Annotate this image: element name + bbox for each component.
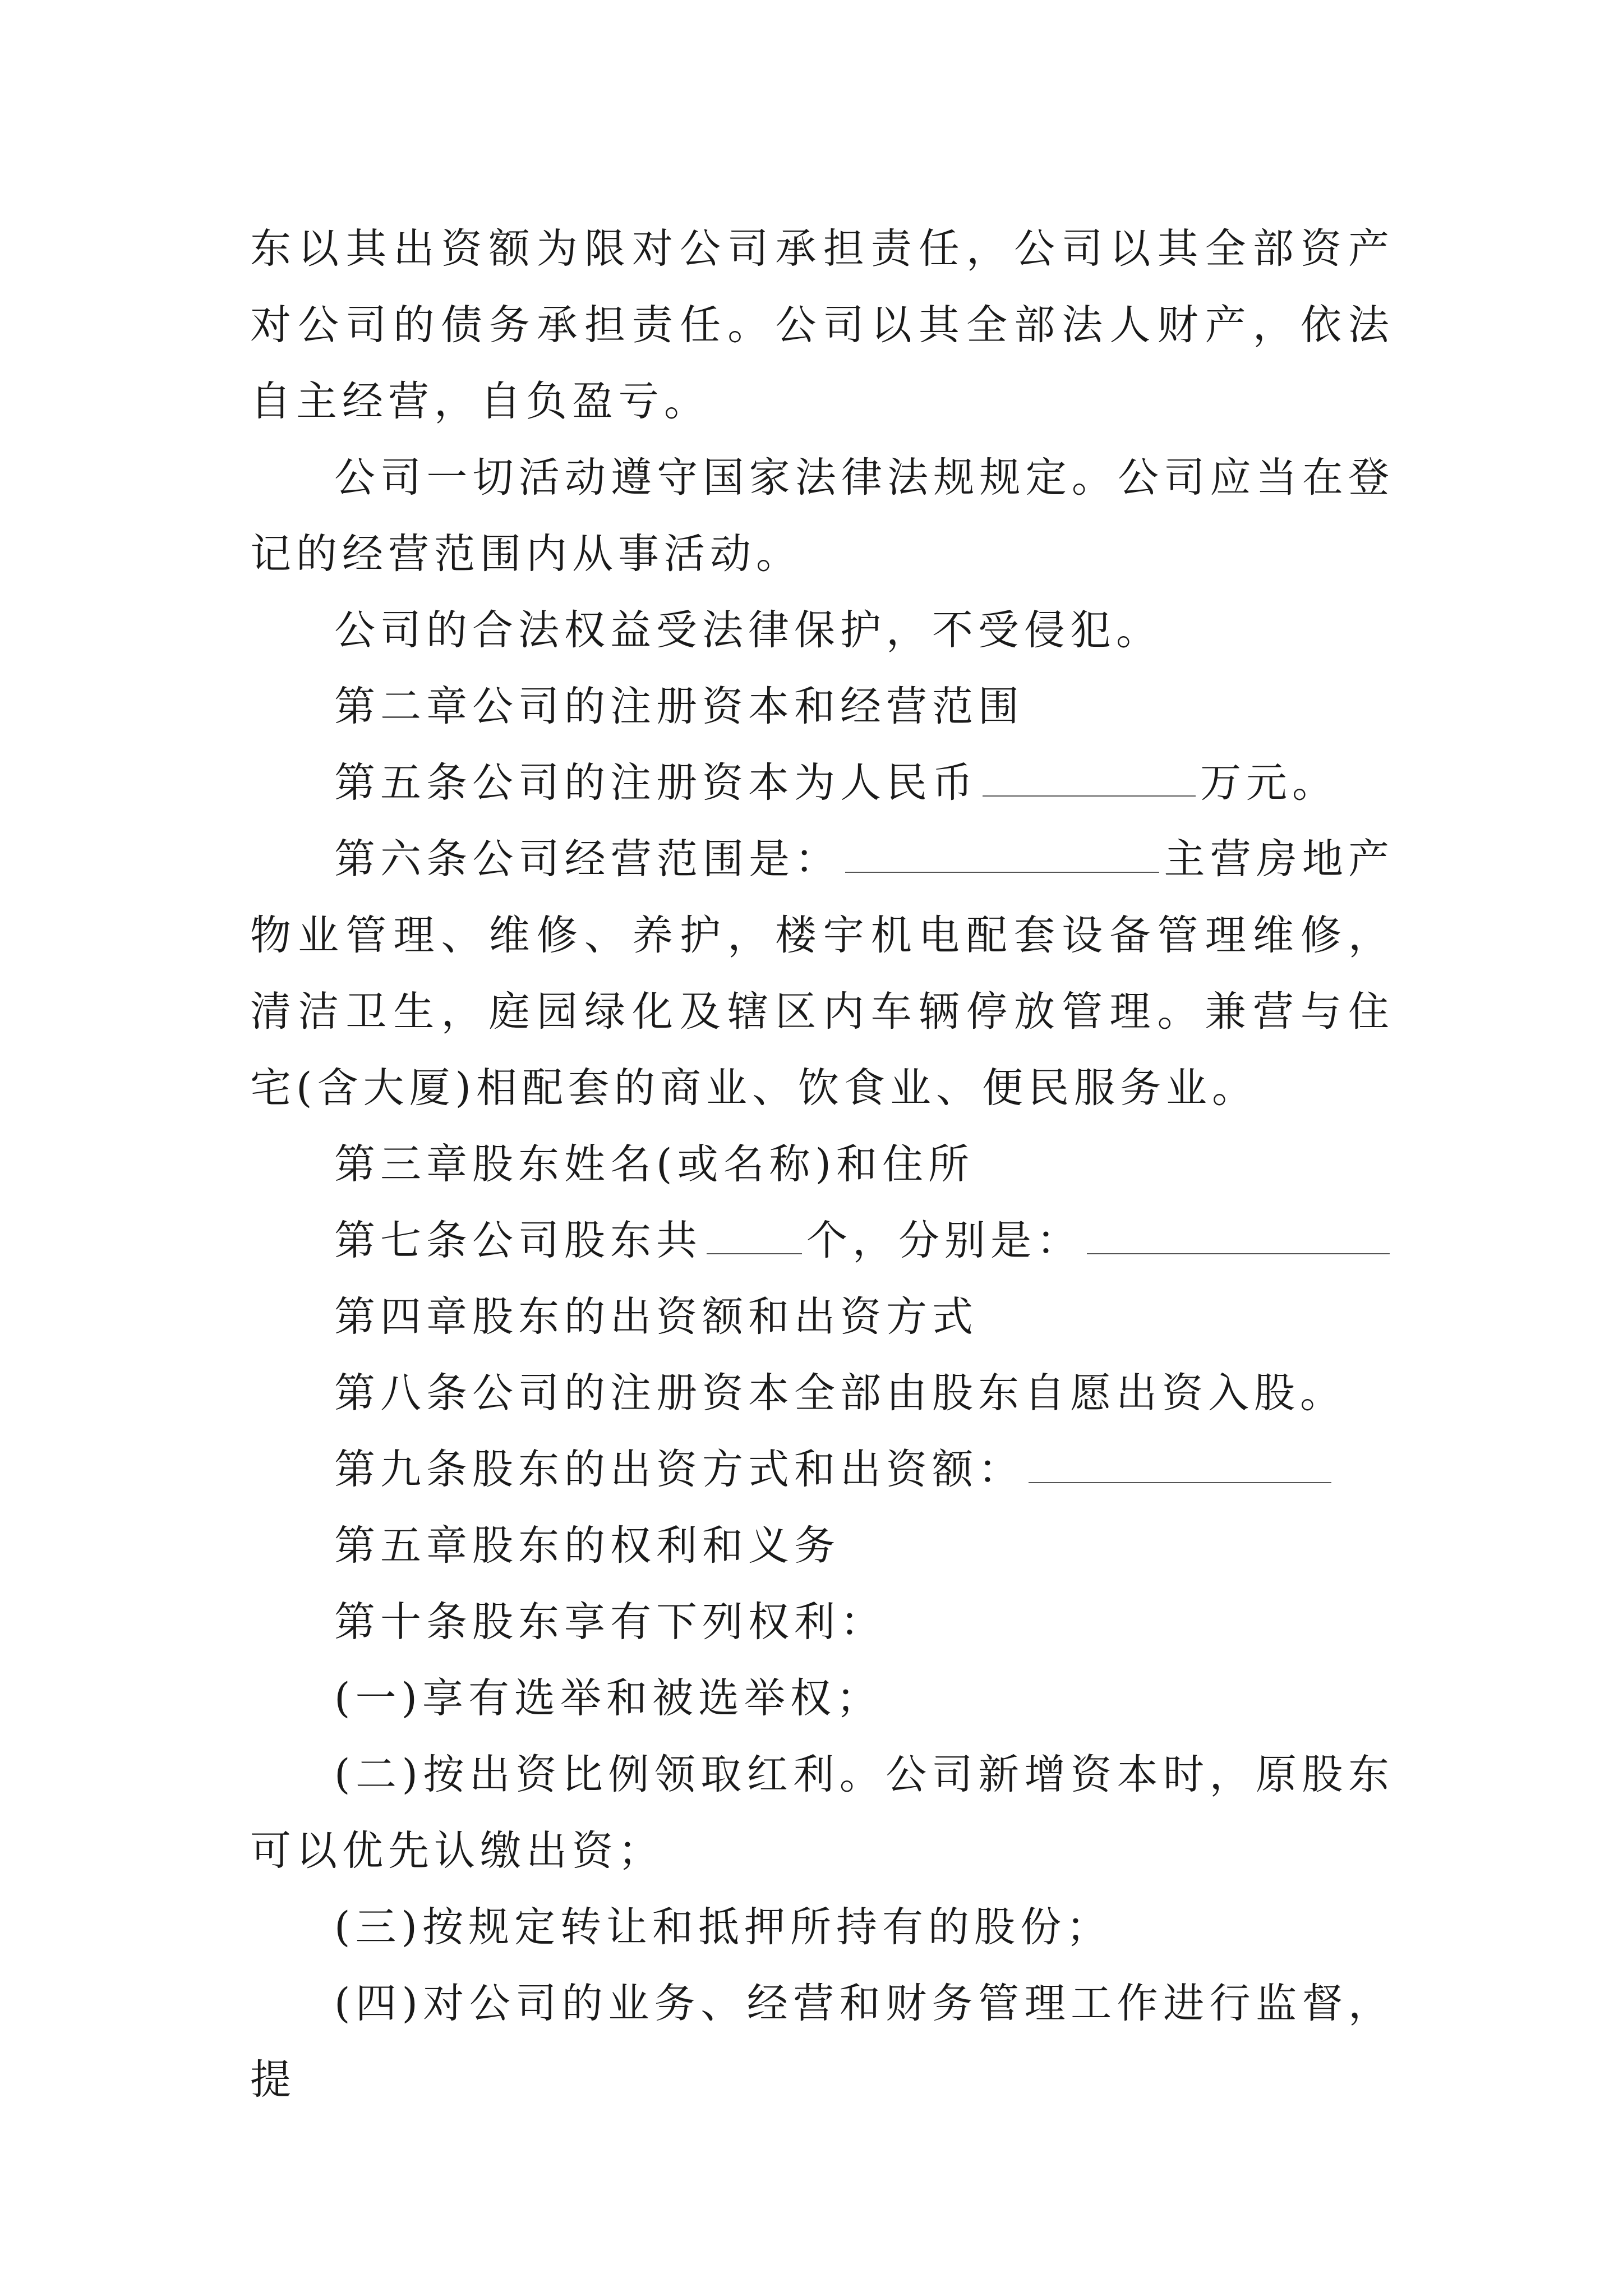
article-5	[250, 745, 1394, 821]
contribution-blank	[1029, 1442, 1331, 1483]
article-6-scope: 主营房地产物业管理、维修、养护，楼宇机电配套设备管理维修，清洁卫生，庭园绿化及辖区内车辆停放管理。兼营与住宅(含大厦)相配套的商业、饮食业、便民服务业。	[250, 835, 1394, 1112]
article-10: 第十条股东享有下列权利：	[334, 1598, 886, 1646]
article-6	[250, 821, 1394, 1126]
article-8: 第八条公司的注册资本全部由股东自愿出资入股。	[334, 1369, 1346, 1417]
article-9	[250, 1432, 1394, 1508]
right-item-2: (二)按出资比例领取红利。公司新增资本时，原股东可以优先认缴出资；	[250, 1751, 1394, 1875]
shareholder-count-blank	[707, 1213, 802, 1254]
right-item-4: (四)对公司的业务、经营和财务管理工作进行监督，提	[250, 1980, 1394, 2104]
article-5-text: 第五条公司的注册资本为人民币	[334, 759, 978, 807]
article-6-text: 第六条公司经营范围是：	[334, 835, 841, 883]
document-body	[250, 211, 1394, 2118]
chapter-2-heading: 第二章公司的注册资本和经营范围	[334, 683, 1024, 730]
right-item-1: (一)享有选举和被选举权；	[334, 1674, 882, 1722]
right-item-3: (三)按规定转让和抵押所持有的股份；	[334, 1903, 1112, 1951]
paragraph-liability: 东以其出资额为限对公司承担责任，公司以其全部资产对公司的债务承担责任。公司以其全部法人财产，依法自主经营，自负盈亏。	[250, 225, 1394, 425]
article-7	[250, 1203, 1394, 1279]
article-5-unit: 万元。	[1200, 759, 1338, 807]
chapter-3-heading: 第三章股东姓名(或名称)和住所	[334, 1140, 974, 1188]
article-7-middle: 个，分别是：	[806, 1217, 1082, 1264]
chapter-4-heading: 第四章股东的出资额和出资方式	[334, 1293, 978, 1341]
article-9-text: 第九条股东的出资方式和出资额：	[334, 1446, 1024, 1493]
shareholder-names-blank	[1087, 1213, 1390, 1254]
registered-capital-blank	[983, 755, 1196, 797]
article-7-text: 第七条公司股东共	[334, 1217, 702, 1264]
paragraph-legal-compliance: 公司一切活动遵守国家法律法规规定。公司应当在登记的经营范围内从事活动。	[250, 454, 1394, 578]
paragraph-legal-protection: 公司的合法权益受法律保护，不受侵犯。	[334, 606, 1162, 654]
business-scope-blank	[845, 831, 1159, 873]
chapter-5-heading: 第五章股东的权利和义务	[334, 1522, 840, 1570]
